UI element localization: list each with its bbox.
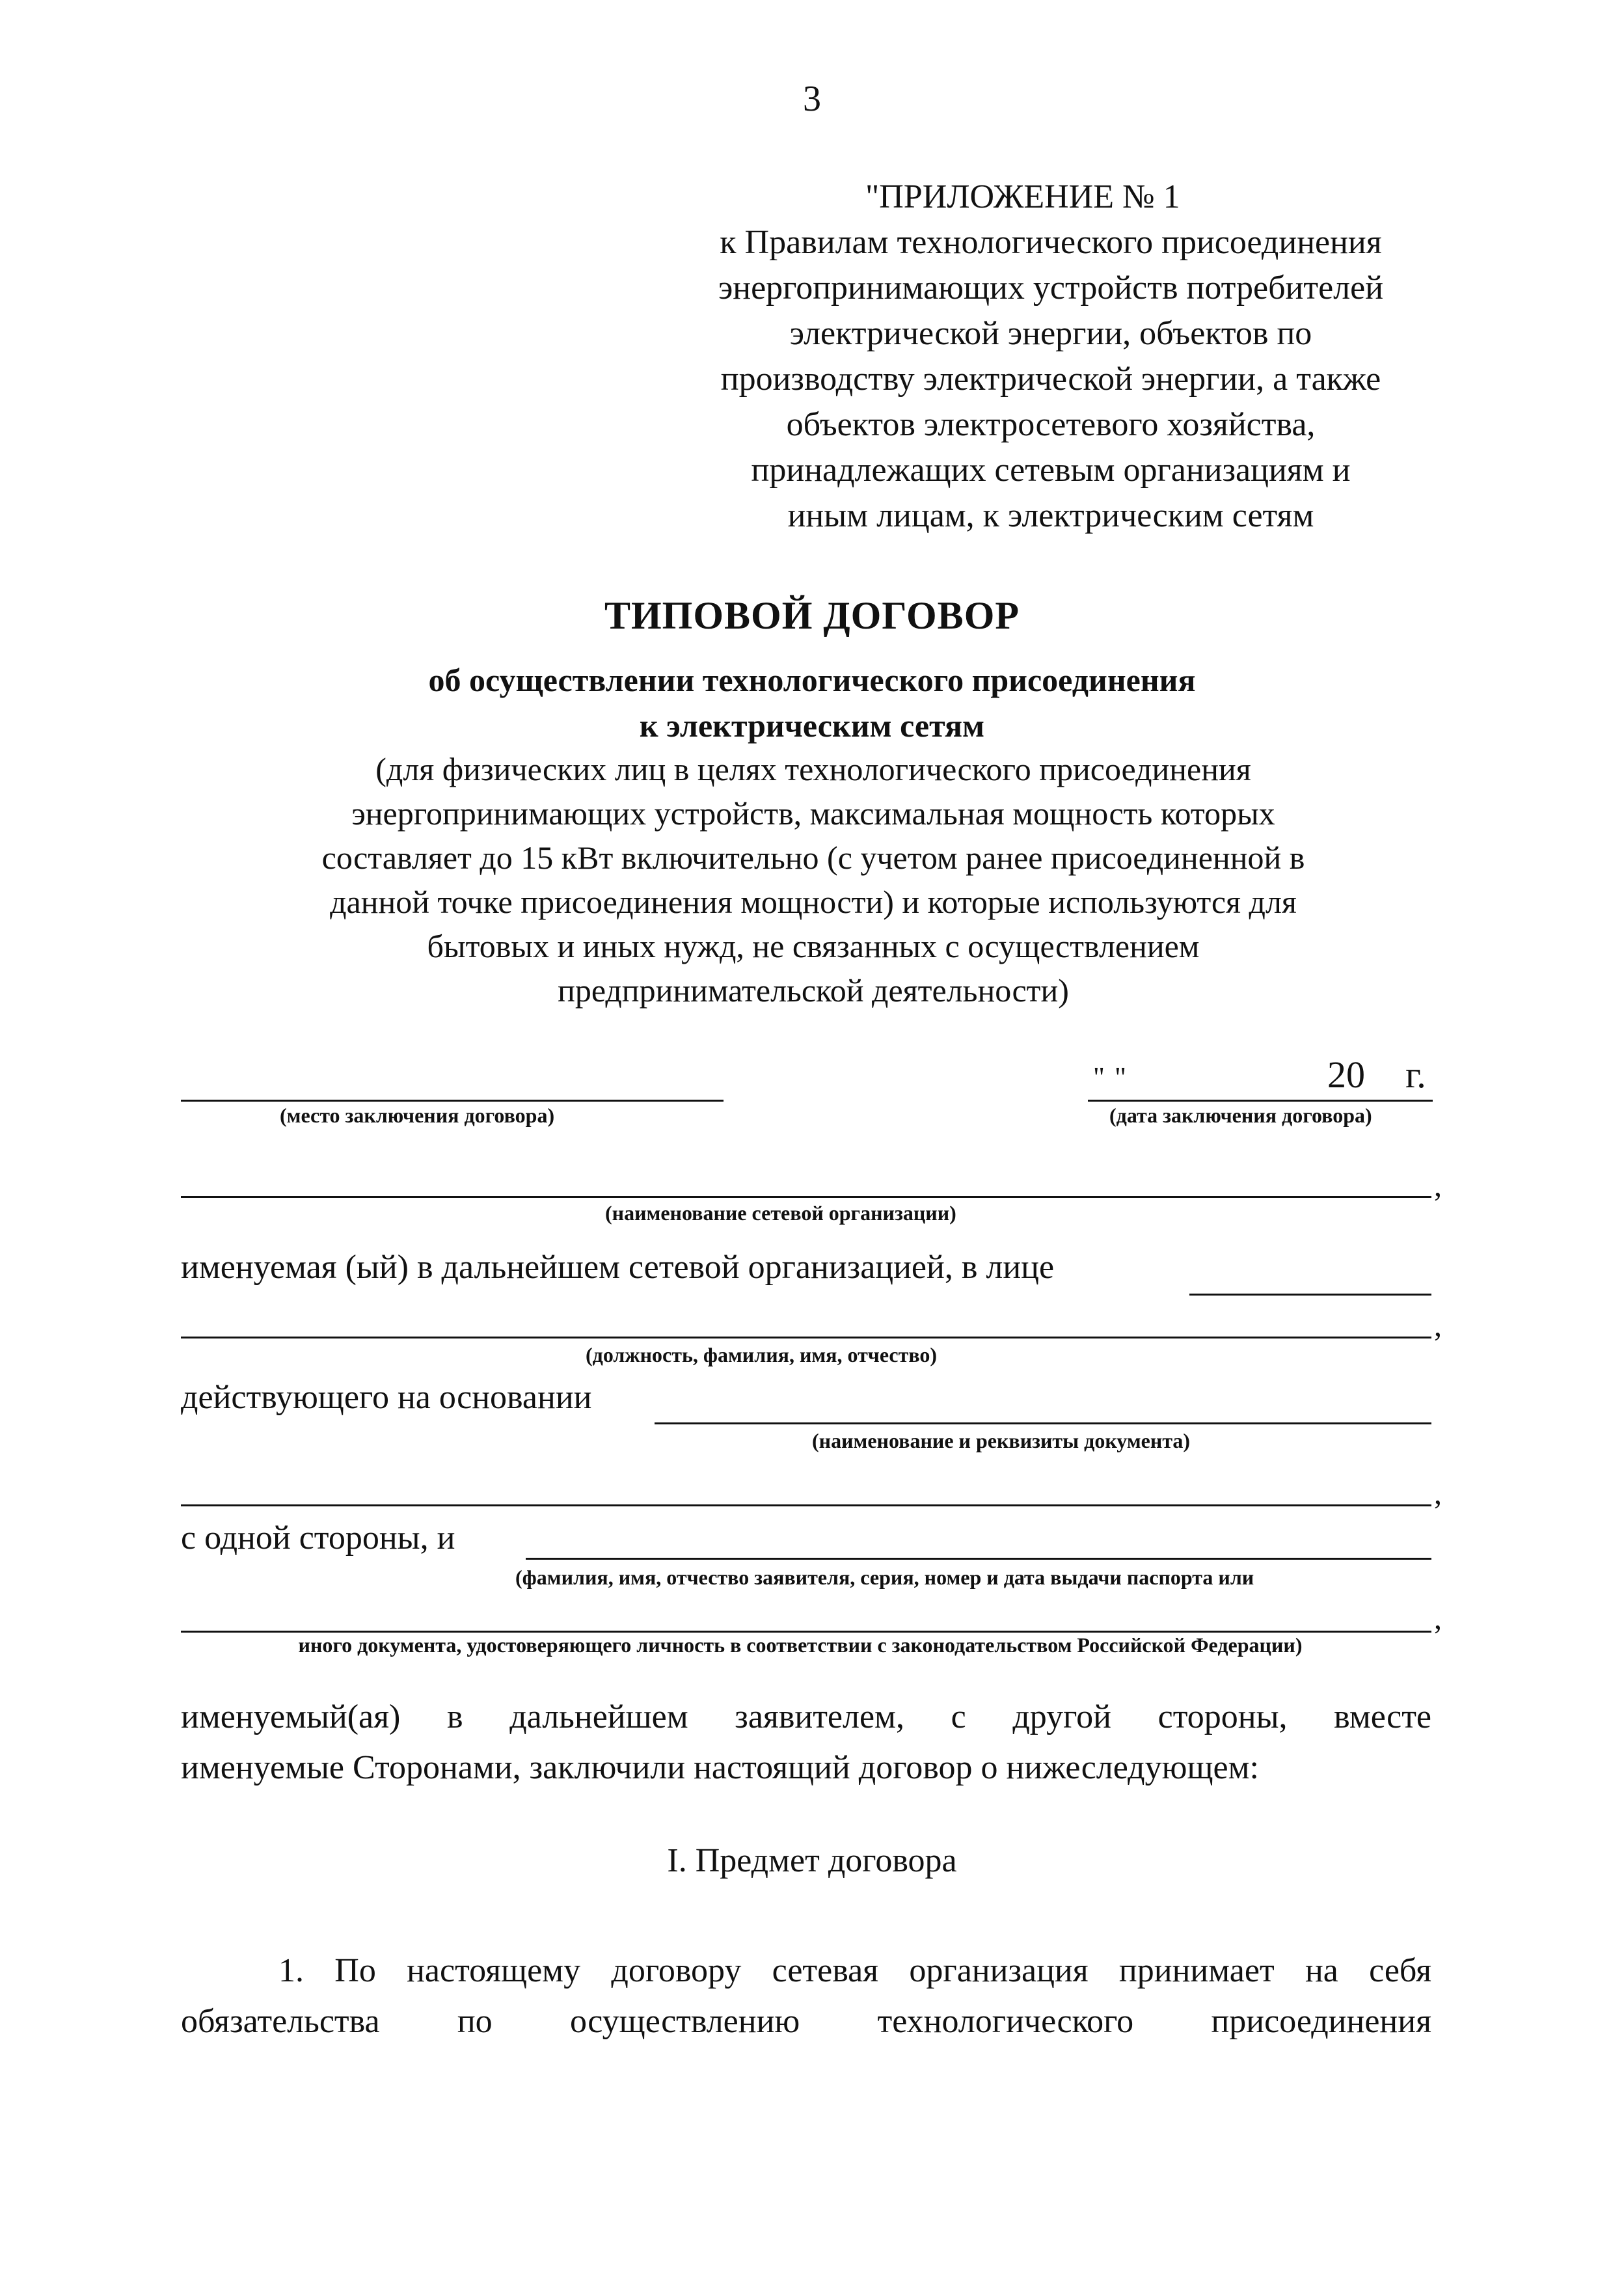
applicant-hint: (фамилия, имя, отчество заявителя, серия, номер и дата выдачи паспорта или xyxy=(515,1566,1254,1589)
comma: , xyxy=(1434,1476,1442,1511)
date-day-quotes: " " xyxy=(1093,1061,1128,1093)
appendix-line: объектов электросетевого хозяйства, xyxy=(786,406,1316,443)
person-hint: (должность, фамилия, имя, отчество) xyxy=(586,1343,938,1366)
contract-scope-line: (для физических лиц в целях технологического присоединения xyxy=(375,751,1251,787)
comma: , xyxy=(1434,1309,1442,1343)
date-year: 20 xyxy=(1327,1053,1365,1096)
contract-subtitle-line: к электрическим сетям xyxy=(639,707,985,744)
date-blank-line[interactable] xyxy=(1088,1100,1433,1102)
acting-text: действующего на основании xyxy=(181,1379,592,1416)
clause-1-line-2: обязательства по осуществлению технологического присоединения xyxy=(181,2003,1431,2040)
contract-scope xyxy=(195,747,1431,1012)
applicant-id-line[interactable] xyxy=(181,1631,1431,1633)
contract-scope-line: предпринимательской деятельности) xyxy=(558,972,1069,1009)
one-side-text: с одной стороны, и xyxy=(181,1519,455,1556)
named-as-text: именуемая (ый) в дальнейшем сетевой организацией, в лице xyxy=(181,1249,1055,1286)
intro-line-2: именуемые Сторонами, заключили настоящий договор о нижеследующем: xyxy=(181,1749,1259,1786)
represented-by-line[interactable] xyxy=(1189,1294,1431,1296)
id-document-note: иного документа, удостоверяющего личность в соответствии с законодательством Российской Федерации) xyxy=(298,1633,1303,1657)
contract-title: ТИПОВОЙ ДОГОВОР xyxy=(604,594,1020,637)
comma: , xyxy=(1434,1169,1442,1203)
contract-scope-line: бытовых и иных нужд, не связанных с осуществлением xyxy=(427,928,1200,964)
appendix-line: иным лицам, к электрическим сетям xyxy=(787,497,1314,534)
appendix-line: производству электрической энергии, а также xyxy=(720,360,1381,398)
document-hint: (наименование и реквизиты документа) xyxy=(812,1429,1191,1452)
section-title: I. Предмет договора xyxy=(667,1842,957,1879)
appendix-line: электрической энергии, объектов по xyxy=(789,315,1312,352)
org-hint: (наименование сетевой организации) xyxy=(605,1201,956,1225)
appendix-line: к Правилам технологического присоединения xyxy=(720,224,1382,261)
contract-scope-line: составляет до 15 кВт включительно (с учетом ранее присоединенной в xyxy=(321,839,1305,876)
intro-line-1: именуемый(ая) в дальнейшем заявителем, с другой стороны, вместе xyxy=(181,1698,1431,1735)
contract-scope-line: энергопринимающих устройств, максимальная мощность которых xyxy=(351,795,1275,832)
basis-document-line[interactable] xyxy=(655,1422,1431,1424)
comma: , xyxy=(1434,1601,1442,1636)
contract-subtitle xyxy=(0,657,1624,748)
place-hint: (место заключения договора) xyxy=(280,1104,555,1127)
appendix-header xyxy=(638,174,1464,539)
org-name-line[interactable] xyxy=(181,1196,1431,1198)
clause-1-line-1: 1. По настоящему договору сетевая организация принимает на себя xyxy=(278,1952,1431,1989)
person-line[interactable] xyxy=(181,1337,1431,1338)
contract-scope-line: данной точке присоединения мощности) и которые используются для xyxy=(330,884,1297,920)
appendix-title: "ПРИЛОЖЕНИЕ № 1 xyxy=(865,178,1180,215)
document-details-line[interactable] xyxy=(181,1504,1431,1506)
appendix-line: принадлежащих сетевым организациям и xyxy=(751,452,1351,489)
contract-subtitle-line: об осуществлении технологического присоединения xyxy=(428,662,1196,698)
page-number: 3 xyxy=(803,79,821,119)
appendix-line: энергопринимающих устройств потребителей xyxy=(718,269,1384,306)
place-blank-line[interactable] xyxy=(181,1100,724,1102)
applicant-line[interactable] xyxy=(526,1558,1431,1560)
date-hint: (дата заключения договора) xyxy=(1109,1104,1372,1127)
date-suffix: г. xyxy=(1405,1053,1426,1096)
